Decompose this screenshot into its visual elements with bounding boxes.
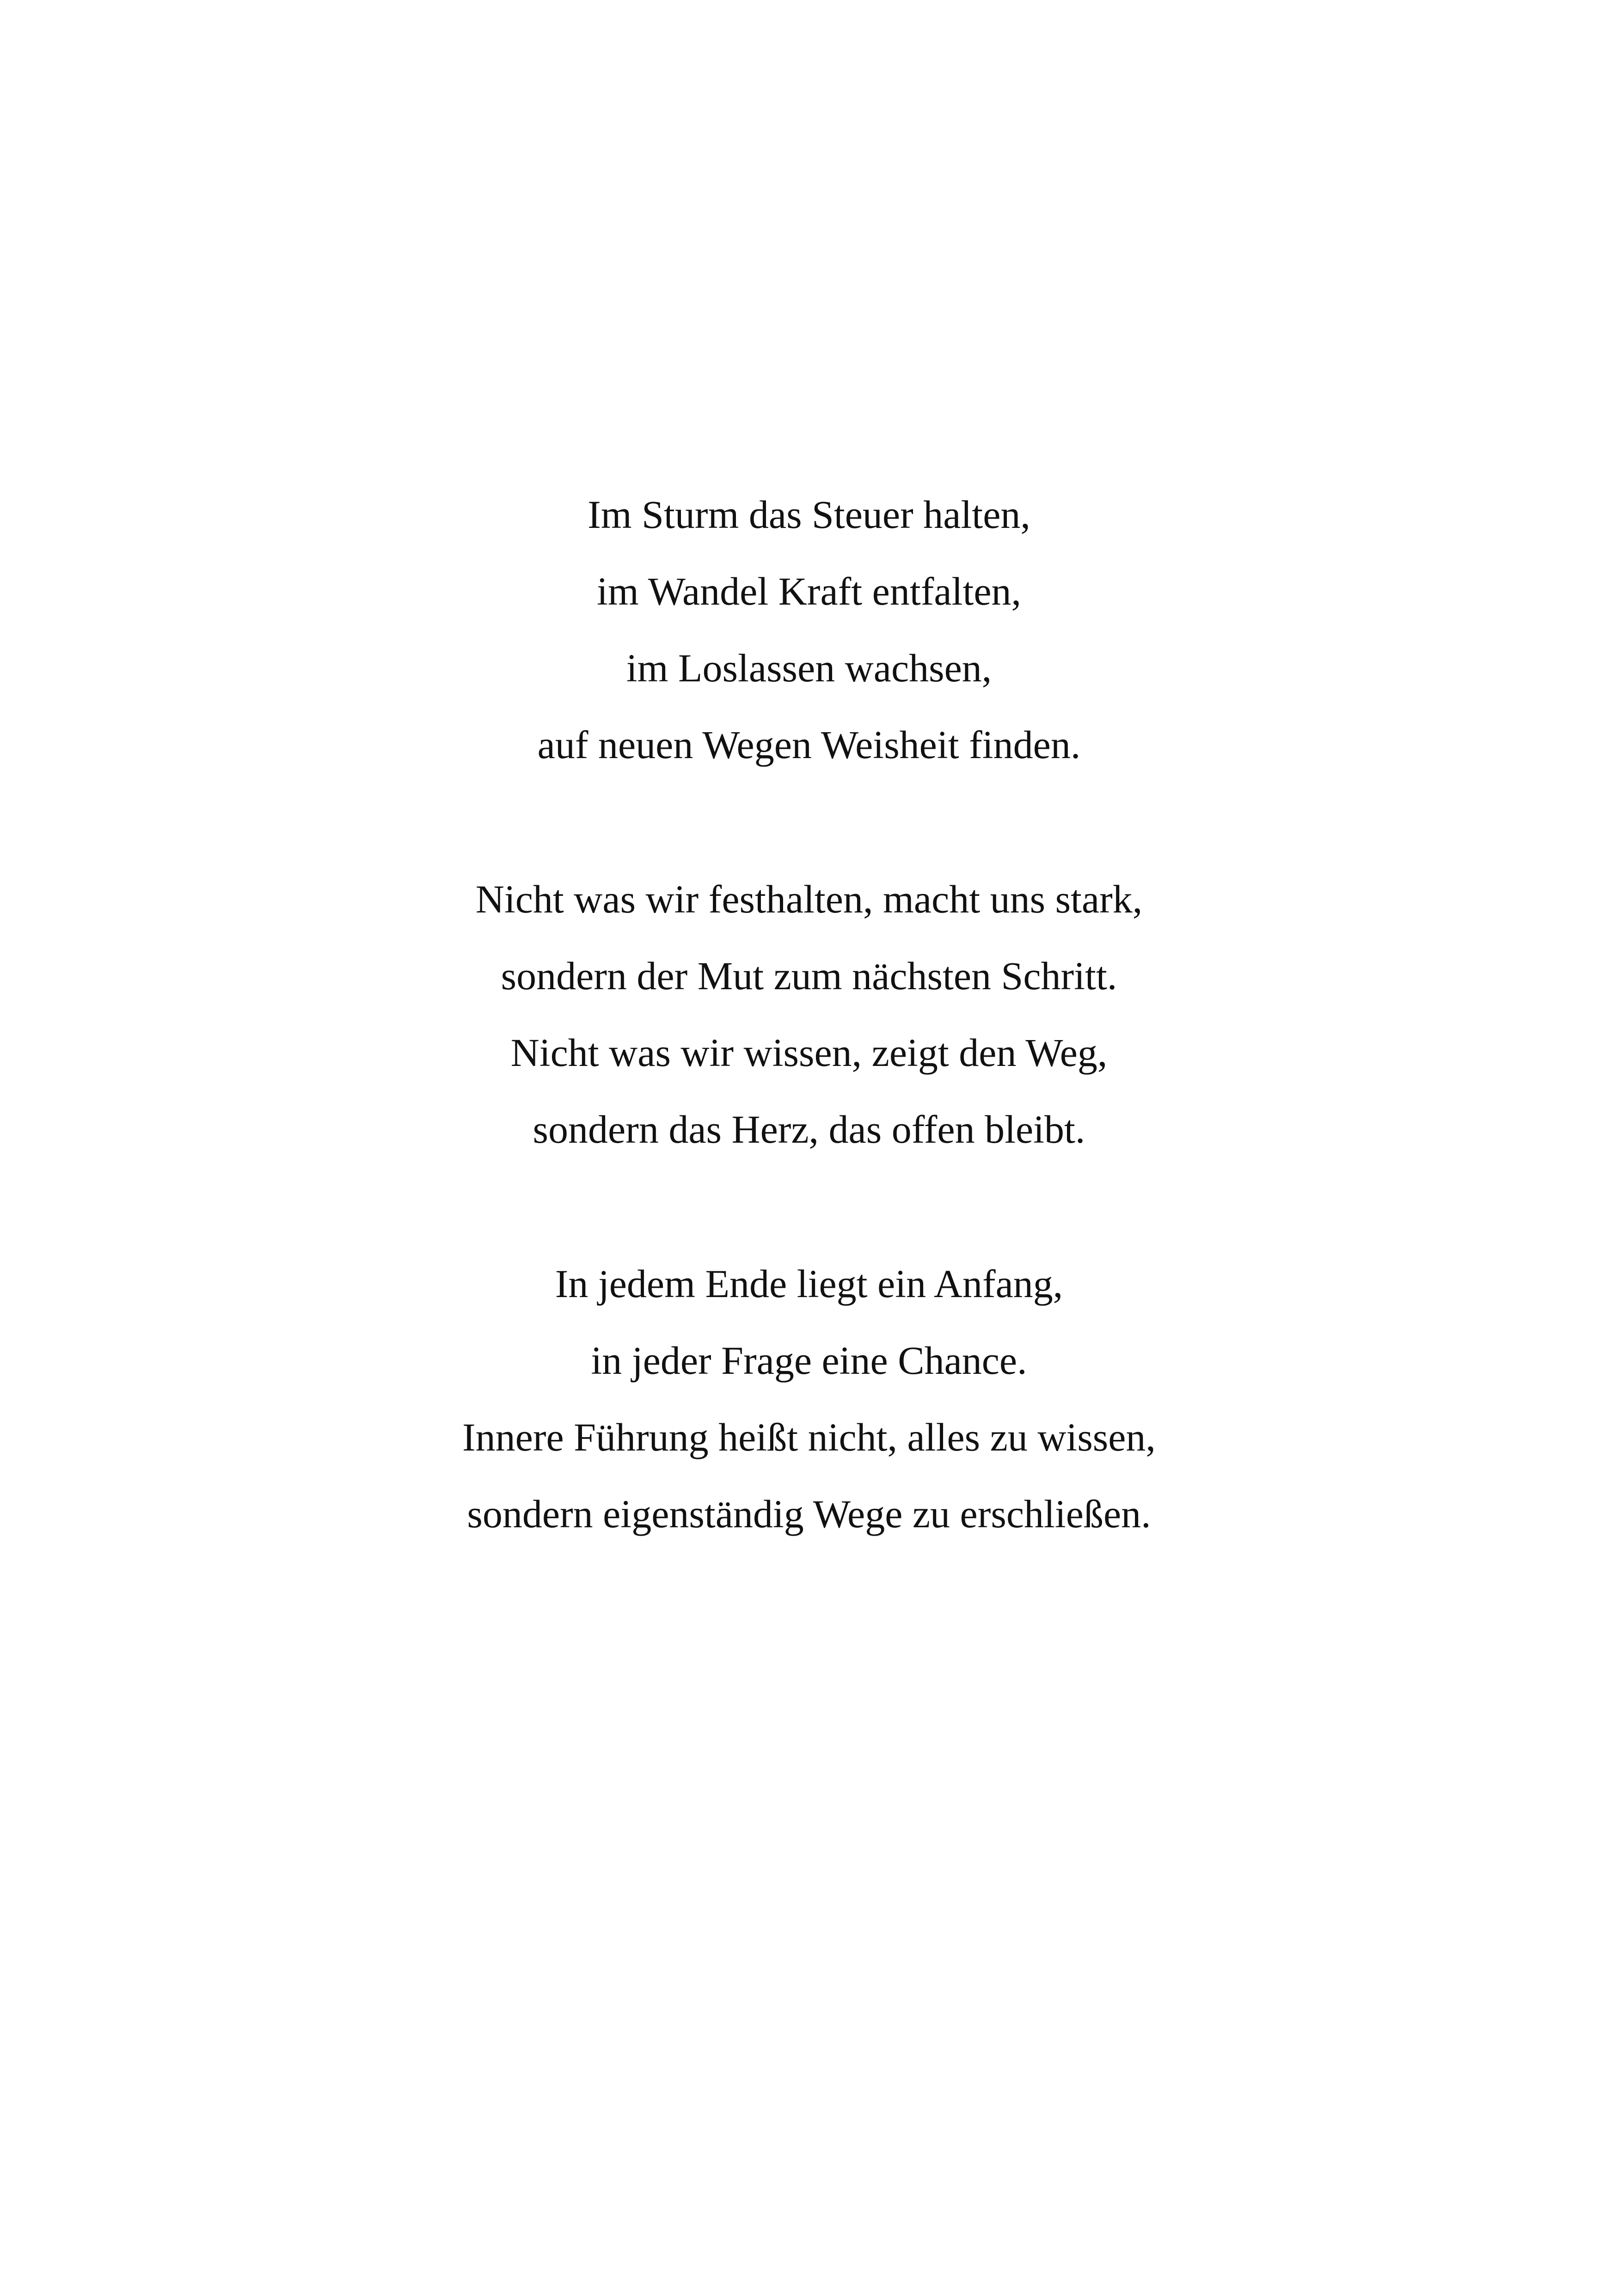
- stanza-3: [0, 1245, 1618, 1552]
- poem-line: auf neuen Wegen Weisheit finden.: [537, 722, 1081, 767]
- poem-line: in jeder Frage eine Chance.: [591, 1338, 1027, 1383]
- poem-line: sondern das Herz, das offen bleibt.: [533, 1107, 1085, 1151]
- poem-line: Im Sturm das Steuer halten,: [588, 492, 1030, 537]
- poem: [0, 476, 1618, 1630]
- poem-line: im Wandel Kraft entfalten,: [596, 569, 1022, 613]
- poem-line: Innere Führung heißt nicht, alles zu wissen,: [462, 1415, 1156, 1459]
- stanza-2: [0, 861, 1618, 1168]
- stanza-1: [0, 476, 1618, 783]
- poem-line: sondern eigenständig Wege zu erschließen.: [467, 1492, 1151, 1536]
- poem-line: In jedem Ende liegt ein Anfang,: [555, 1261, 1063, 1306]
- poem-line: sondern der Mut zum nächsten Schritt.: [501, 954, 1117, 998]
- poem-line: Nicht was wir festhalten, macht uns stark,: [475, 877, 1143, 921]
- poem-line: im Loslassen wachsen,: [626, 646, 992, 690]
- poem-line: Nicht was wir wissen, zeigt den Weg,: [510, 1030, 1108, 1075]
